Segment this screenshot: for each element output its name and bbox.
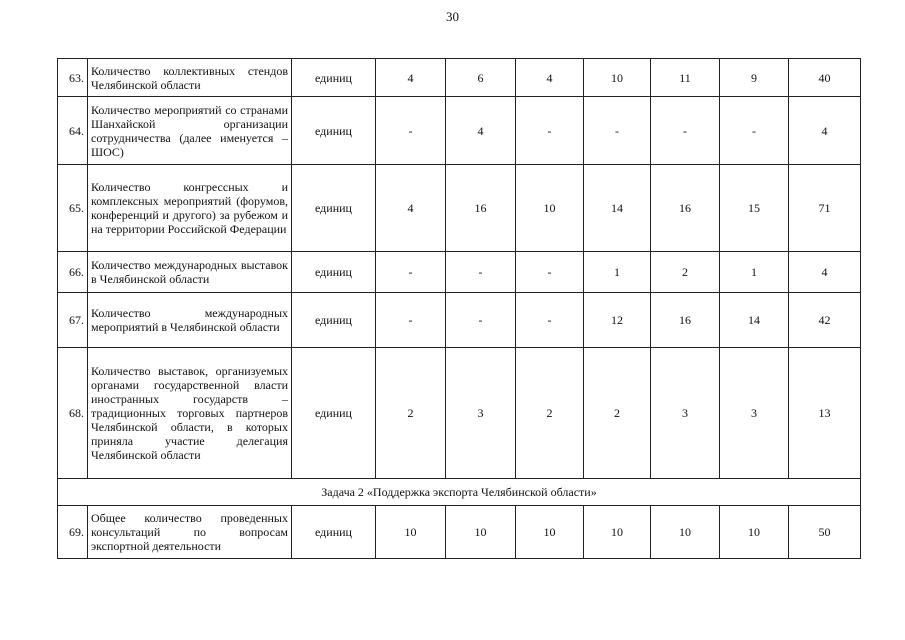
value-cell: 4 <box>516 59 584 97</box>
value-cell: 6 <box>446 59 516 97</box>
value-cell: 10 <box>516 506 584 559</box>
total-cell: 13 <box>789 348 861 479</box>
page-number: 30 <box>446 9 459 24</box>
row-number: 67. <box>58 293 88 348</box>
row-number: 68. <box>58 348 88 479</box>
value-cell: - <box>376 293 446 348</box>
total-cell: 42 <box>789 293 861 348</box>
value-cell: 16 <box>651 293 720 348</box>
total-cell: 40 <box>789 59 861 97</box>
value-cell: 11 <box>651 59 720 97</box>
total-cell: 4 <box>789 252 861 293</box>
total-cell: 71 <box>789 165 861 252</box>
table-row <box>58 59 861 97</box>
value-cell: 15 <box>720 165 789 252</box>
table-row <box>58 506 861 559</box>
value-cell: - <box>720 97 789 165</box>
indicator-name: Количество мероприятий со странами Шанхайской организации сотрудничества (далее именуется – ШОС) <box>88 97 292 165</box>
total-cell: 4 <box>789 97 861 165</box>
value-cell: - <box>516 293 584 348</box>
value-cell: 10 <box>516 165 584 252</box>
row-number: 65. <box>58 165 88 252</box>
value-cell: - <box>584 97 651 165</box>
unit-cell: единиц <box>292 252 376 293</box>
value-cell: - <box>651 97 720 165</box>
unit-cell: единиц <box>292 59 376 97</box>
value-cell: 2 <box>584 348 651 479</box>
value-cell: 2 <box>376 348 446 479</box>
indicator-name: Количество выставок, организуемых органами государственной власти иностранных государств – традиционных торговых партнеров Челябинской области, в которых приняла участие делегация Челябинской области <box>88 348 292 479</box>
row-number: 66. <box>58 252 88 293</box>
indicator-name: Количество коллективных стендов Челябинской области <box>88 59 292 97</box>
table-row <box>58 97 861 165</box>
indicator-name: Количество международных выставок в Челябинской области <box>88 252 292 293</box>
unit-cell: единиц <box>292 348 376 479</box>
value-cell: - <box>516 252 584 293</box>
value-cell: 3 <box>720 348 789 479</box>
value-cell: 10 <box>446 506 516 559</box>
table-row <box>58 348 861 479</box>
value-cell: 3 <box>651 348 720 479</box>
value-cell: - <box>376 252 446 293</box>
table-row <box>58 165 861 252</box>
indicators-table <box>57 58 861 559</box>
value-cell: 16 <box>446 165 516 252</box>
value-cell: 10 <box>376 506 446 559</box>
value-cell: 2 <box>516 348 584 479</box>
value-cell: 16 <box>651 165 720 252</box>
value-cell: 1 <box>584 252 651 293</box>
value-cell: 4 <box>376 165 446 252</box>
value-cell: - <box>446 252 516 293</box>
table-row <box>58 293 861 348</box>
value-cell: - <box>446 293 516 348</box>
value-cell: - <box>516 97 584 165</box>
unit-cell: единиц <box>292 97 376 165</box>
unit-cell: единиц <box>292 506 376 559</box>
total-cell: 50 <box>789 506 861 559</box>
value-cell: 14 <box>584 165 651 252</box>
row-number: 64. <box>58 97 88 165</box>
value-cell: 2 <box>651 252 720 293</box>
value-cell: 9 <box>720 59 789 97</box>
row-number: 63. <box>58 59 88 97</box>
value-cell: 10 <box>720 506 789 559</box>
value-cell: 10 <box>651 506 720 559</box>
value-cell: 12 <box>584 293 651 348</box>
value-cell: 4 <box>446 97 516 165</box>
task-header-row <box>58 479 861 506</box>
value-cell: 10 <box>584 506 651 559</box>
value-cell: - <box>376 97 446 165</box>
value-cell: 14 <box>720 293 789 348</box>
value-cell: 4 <box>376 59 446 97</box>
value-cell: 10 <box>584 59 651 97</box>
unit-cell: единиц <box>292 165 376 252</box>
row-number: 69. <box>58 506 88 559</box>
indicator-name: Количество конгрессных и комплексных мероприятий (форумов, конференций и другого) за рубежом и на территории Российской Федерации <box>88 165 292 252</box>
unit-cell: единиц <box>292 293 376 348</box>
value-cell: 1 <box>720 252 789 293</box>
indicator-name: Количество международных мероприятий в Челябинской области <box>88 293 292 348</box>
indicator-name: Общее количество проведенных консультаций по вопросам экспортной деятельности <box>88 506 292 559</box>
value-cell: 3 <box>446 348 516 479</box>
task-title: Задача 2 «Поддержка экспорта Челябинской области» <box>58 479 861 506</box>
table-row <box>58 252 861 293</box>
